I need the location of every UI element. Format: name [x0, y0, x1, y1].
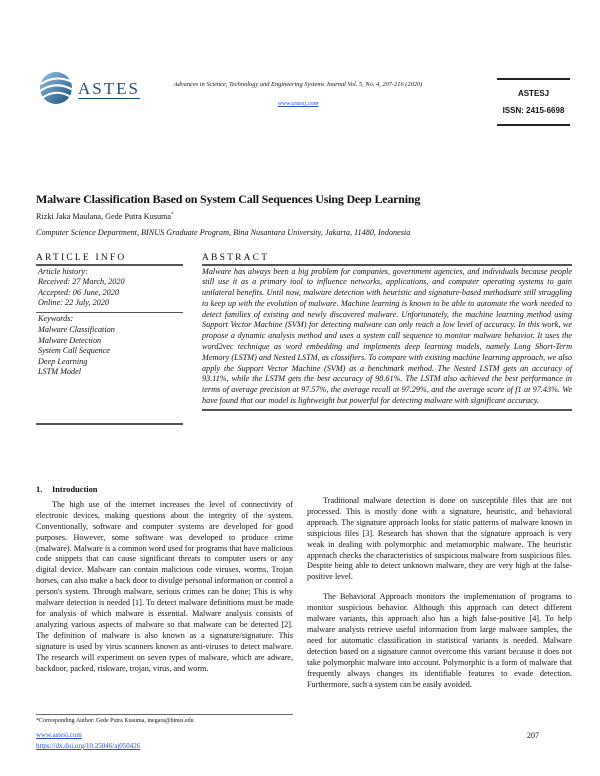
info-bottom-rule [36, 423, 183, 425]
article-info-heading: ARTICLE INFO [36, 253, 127, 263]
author-names: Rizki Jaka Maulana, Gede Putra Kusuma [36, 212, 172, 221]
online-date: Online: 22 July, 2020 [38, 298, 109, 308]
abstract-panel [202, 253, 572, 411]
body-paragraph: The Behavioral Approach monitors the implementation of programs to monitor suspicious behavior. Although this approach can detect different malware variants, this approach also has a high false-positive [4]. To help malware analysts retrieve useful information from large malware samples, the need for automatic classification in statistical variants is needed. Malware detection based on a signature cannot overcome this variant because it does not take polymorphic malware into account. Polymorphic is a form of malware that frequently always changes its identifiable features to evade detection. Furthermore, such a system can be easily avoided. [307, 592, 572, 689]
keyword-item: Malware Classification [38, 324, 115, 334]
site-link[interactable]: www.astesj.com [36, 731, 82, 739]
history-label: Article history: [38, 266, 88, 276]
corresponding-mark: * [171, 212, 174, 218]
keyword-item: Malware Detection [38, 335, 102, 345]
article-info-panel [36, 253, 183, 425]
brand-name: ASTESJ [517, 89, 550, 98]
body-paragraph: Traditional malware detection is done on susceptible files that are not processed. This is mostly done with a signature, heuristic, and behavioral approach. The signature approach looks for static patterns of malware known in suspicious files [3]. Research has shown that the signature approach is very weak in dealing with polymorphic and metamorphic malware. The heuristic approach checks the characteristics of suspicious malware from suspicious files. Despite being able to detect unknown malware, they are very high at the false-positive level. [307, 496, 572, 582]
accepted-date: Accepted: 06 June, 2020 [38, 287, 119, 297]
section-number: 1. [36, 485, 43, 494]
paper-affiliation: Computer Science Department, BINUS Graduate Program, Bina Nusantara University, Jakarta, 11480, Indonesia [36, 228, 411, 237]
paper-title: Malware Classification Based on System Call Sequences Using Deep Learning [36, 192, 421, 206]
journal-url-link[interactable]: www.astesj.com [277, 100, 319, 107]
body-left-column [36, 485, 293, 674]
keywords-label: Keywords: [38, 314, 74, 324]
body-right-column [307, 496, 572, 690]
issn-label: ISSN: 2415-6698 [502, 106, 565, 115]
paper-authors [36, 212, 174, 221]
abstract-heading: ABSTRACT [202, 253, 270, 263]
journal-citation: Advances in Science, Technology and Engineering Systems Journal Vol. 5, No. 4, 207-216 (2020) [173, 81, 423, 88]
keyword-item: LSTM Model [38, 367, 81, 377]
logo-text: ASTES [78, 79, 140, 98]
footnote-divider [36, 714, 293, 715]
doi-link[interactable]: https://dx.doi.org/10.25046/aj050426 [36, 742, 141, 750]
keyword-item: Deep Learning [38, 356, 88, 366]
section-heading [36, 485, 293, 496]
journal-brand-box [497, 78, 570, 126]
journal-logo [38, 66, 138, 110]
brand-bottom-rule [497, 124, 570, 126]
keyword-item: System Call Sequence [38, 346, 110, 356]
body-paragraph: The high use of the internet increases the level of connectivity of electronic devices, making questions about the integrity of the system. Conventionally, software and computer systems are developed for good purposes. However, some software was developed to produce crime (malware). Malware is a common word used for programs that have malicious code snippets that can cause significant threats to computer users or any digital device. Malware can contain malicious code viruses, worms, Trojan horses, can also make a back door to divulge personal information or control a person's system. Through malware, serious crimes can be done; This is why malware detection is needed [1]. To detect malware definitions must be made for analysis of which malware is essential. Malware analysis consists of analyzing various aspects of malware so that malware can be detected [2]. The definition of malware is also known as a signature/signature. This signature is used by virus scanners known as anti-viruses to detect malware. The research will experiment on seven types of malware, which are adware, backdoor, packed, riskware, trojan, virus, and worm. [36, 499, 293, 673]
keywords-block [36, 313, 183, 381]
abstract-text: Malware has always been a big problem for companies, government agencies, and individuals because people still use it as a primary tool to influence networks, applications, and computer operating systems to gain unilateral benefits. Until now, malware detection with heuristic and signature-based methodsare still struggling to keep up with the evolution of malware. Machine learning is known to be able to automate the work needed to detect families of existing and newly discovered malware. Unfortunately, the machine learning method using Support Vector Machine (SVM) for detecting malware can only reach a low level of accuracy. In this work, we propose a dynamic analysis method and uses a system call sequence to monitor malware behavior. It uses the word2vec technique as word embedding and implements deep learning models, namely Long Short-Term Memory (LSTM) and Nested LSTM, as classifiers. To compare with existing machine learning approach, we also apply the Support Vector Machine (SVM) as a benchmark method. The Nested LSTM gets an accuracy of 93.11%, while the LSTM gets the best accuracy of 98.61%. The LSTM also achieved the best performance in terms of average precision at 97.57%, the average recall at 97.29%, and the average score of f1 at 97.43%. We have found that our model is lightweight but powerful for detecting malware with significant accuracy. [202, 266, 572, 406]
corresponding-author-footnote: *Corresponding Author: Gede Putra Kusuma, inegara@binus.edu [36, 718, 194, 724]
astes-globe-icon [38, 66, 78, 110]
received-date: Received: 27 March, 2020 [38, 277, 125, 287]
brand-top-rule [497, 78, 570, 80]
abstract-bottom-rule [202, 409, 572, 411]
section-title: Introduction [52, 485, 98, 494]
page-number: 207 [527, 731, 539, 740]
article-history [36, 266, 183, 312]
